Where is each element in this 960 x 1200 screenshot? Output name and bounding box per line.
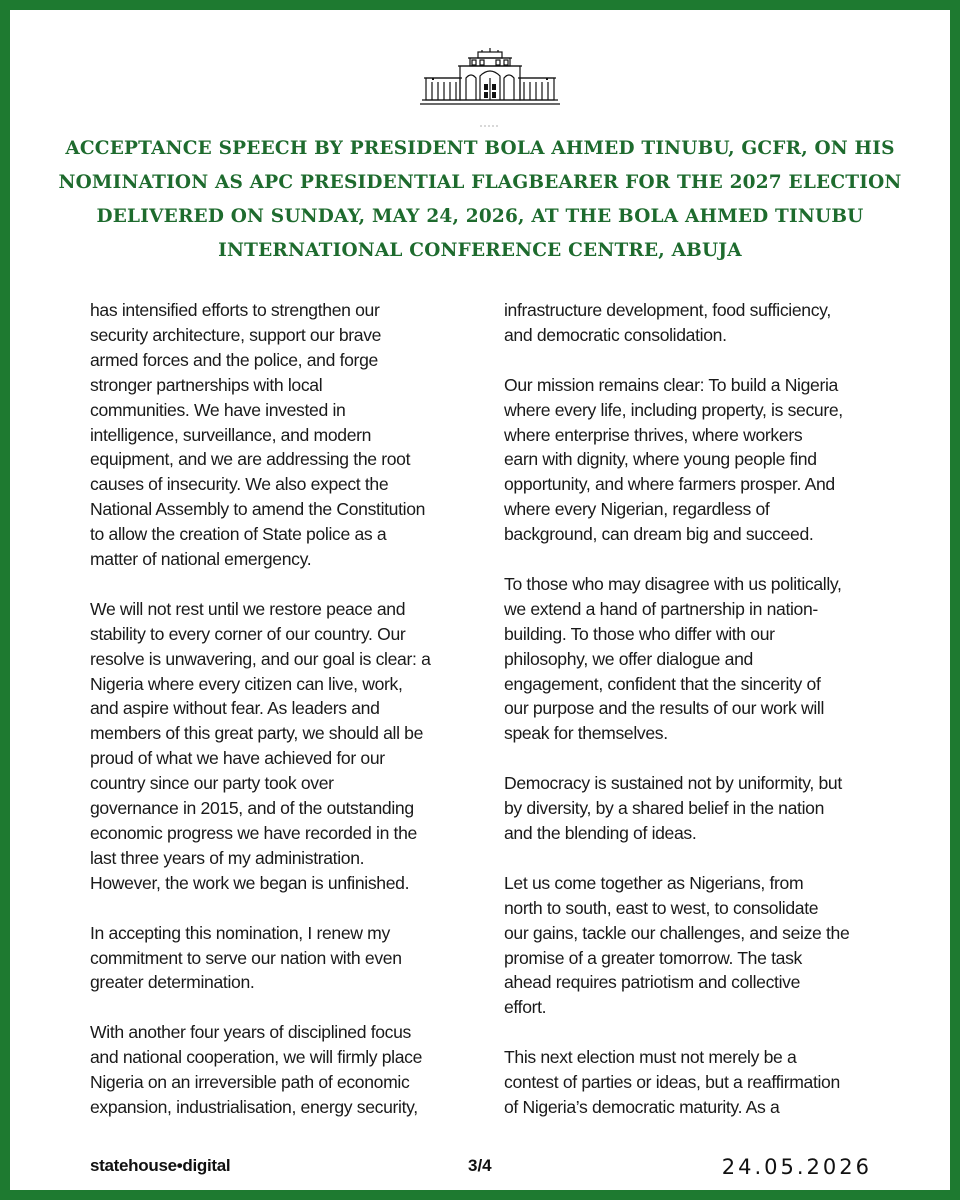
text-line: north to south, east to west, to consolidate bbox=[504, 897, 819, 918]
text-line: National Assembly to amend the Constitution bbox=[90, 499, 426, 520]
speech-date: 24.05.2026 bbox=[721, 1155, 872, 1179]
text-line: expansion, industrialisation, energy security, bbox=[90, 1096, 418, 1117]
text-line: Let us come together as Nigerians, from bbox=[504, 872, 804, 893]
text-line: This next election must not merely be a bbox=[504, 1047, 797, 1068]
text-line: Our mission remains clear: To build a Nigeria bbox=[504, 374, 838, 395]
text-line: infrastructure development, food sufficiency, bbox=[504, 300, 831, 320]
text-line: security architecture, support our brave bbox=[90, 324, 382, 345]
text-line: ahead requires patriotism and collective bbox=[504, 972, 801, 993]
title-line: INTERNATIONAL CONFERENCE CENTRE, ABUJA bbox=[218, 240, 742, 261]
text-line: commitment to serve our nation with even bbox=[90, 947, 402, 968]
text-line: stronger partnerships with local bbox=[90, 374, 323, 395]
paragraph-gap bbox=[90, 572, 490, 597]
text-line: greater determination. bbox=[90, 972, 255, 993]
text-line: has intensified efforts to strengthen our bbox=[90, 300, 380, 320]
text-line: stability to every corner of our country. Our bbox=[90, 623, 406, 644]
text-line: and the blending of ideas. bbox=[504, 822, 697, 843]
text-line: causes of insecurity. We also expect the bbox=[90, 474, 389, 495]
text-line: speak for themselves. bbox=[504, 723, 668, 744]
paragraph-gap bbox=[504, 746, 904, 771]
text-line: philosophy, we offer dialogue and bbox=[504, 648, 753, 669]
paragraph-gap bbox=[90, 896, 490, 921]
text-line: To those who may disagree with us politically, bbox=[504, 573, 842, 594]
text-line: Nigeria where every citizen can live, work, bbox=[90, 673, 403, 694]
text-line: by diversity, by a shared belief in the nation bbox=[504, 798, 825, 819]
left-text-column bbox=[90, 298, 490, 1120]
text-line: communities. We have invested in bbox=[90, 399, 346, 420]
paragraph-gap bbox=[504, 1020, 904, 1045]
text-line: armed forces and the police, and forge bbox=[90, 349, 378, 370]
text-line: intelligence, surveillance, and modern bbox=[90, 424, 372, 445]
text-line: last three years of my administration. bbox=[90, 847, 365, 868]
text-line: members of this great party, we should all be bbox=[90, 723, 424, 744]
text-line: In accepting this nomination, I renew my bbox=[90, 922, 390, 943]
text-line: where enterprise thrives, where workers bbox=[504, 424, 803, 445]
text-line: and national cooperation, we will firmly place bbox=[90, 1047, 423, 1068]
paragraph-gap bbox=[504, 846, 904, 871]
text-line: and democratic consolidation. bbox=[504, 324, 727, 345]
page-number: 3/4 bbox=[468, 1156, 492, 1175]
text-line: opportunity, and where farmers prosper. And bbox=[504, 474, 835, 495]
text-line: we extend a hand of partnership in nation- bbox=[504, 598, 818, 619]
text-line: engagement, confident that the sincerity of bbox=[504, 673, 821, 694]
text-line: With another four years of disciplined focus bbox=[90, 1022, 412, 1043]
text-line: Democracy is sustained not by uniformity, but bbox=[504, 773, 842, 794]
brand-name: statehouse•digital bbox=[90, 1156, 231, 1175]
text-line: Nigeria on an irreversible path of economic bbox=[90, 1072, 410, 1093]
text-line: proud of what we have achieved for our bbox=[90, 748, 385, 769]
paragraph-gap bbox=[90, 995, 490, 1020]
text-line: earn with dignity, where young people find bbox=[504, 449, 817, 470]
text-line: building. To those who differ with our bbox=[504, 623, 775, 644]
text-line: We will not rest until we restore peace and bbox=[90, 598, 406, 619]
text-line: contest of parties or ideas, but a reaffirmation bbox=[504, 1072, 840, 1093]
text-line: where every life, including property, is secure, bbox=[504, 399, 843, 420]
text-line: matter of national emergency. bbox=[90, 549, 312, 570]
title-line: DELIVERED ON SUNDAY, MAY 24, 2026, AT THE BOLA AHMED TINUBU bbox=[96, 206, 864, 227]
title-line: ACCEPTANCE SPEECH BY PRESIDENT BOLA AHMED TINUBU, GCFR, ON HIS bbox=[65, 138, 895, 159]
right-text-column bbox=[504, 298, 904, 1120]
speech-title bbox=[50, 132, 910, 268]
text-line: country since our party took over bbox=[90, 773, 334, 794]
text-line: of Nigeria’s democratic maturity. As a bbox=[504, 1096, 780, 1117]
text-line: effort. bbox=[504, 997, 547, 1018]
text-line: economic progress we have recorded in the bbox=[90, 823, 417, 844]
state-house-building-icon bbox=[418, 48, 562, 128]
text-line: where every Nigerian, regardless of bbox=[504, 499, 770, 520]
text-line: resolve is unwavering, and our goal is clear: a bbox=[90, 648, 431, 669]
text-line: our gains, tackle our challenges, and seize the bbox=[504, 922, 850, 943]
text-line: However, the work we began is unfinished. bbox=[90, 872, 410, 893]
paragraph-gap bbox=[504, 547, 904, 572]
text-line: background, can dream big and succeed. bbox=[504, 524, 814, 545]
paragraph-gap bbox=[504, 348, 904, 373]
text-line: our purpose and the results of our work will bbox=[504, 698, 825, 719]
text-line: equipment, and we are addressing the root bbox=[90, 449, 411, 470]
text-line: promise of a greater tomorrow. The task bbox=[504, 947, 802, 968]
text-line: to allow the creation of State police as a bbox=[90, 524, 387, 545]
text-line: and aspire without fear. As leaders and bbox=[90, 698, 380, 719]
title-line: NOMINATION AS APC PRESIDENTIAL FLAGBEARER FOR THE 2027 ELECTION bbox=[58, 172, 902, 193]
text-line: governance in 2015, and of the outstanding bbox=[90, 798, 414, 819]
